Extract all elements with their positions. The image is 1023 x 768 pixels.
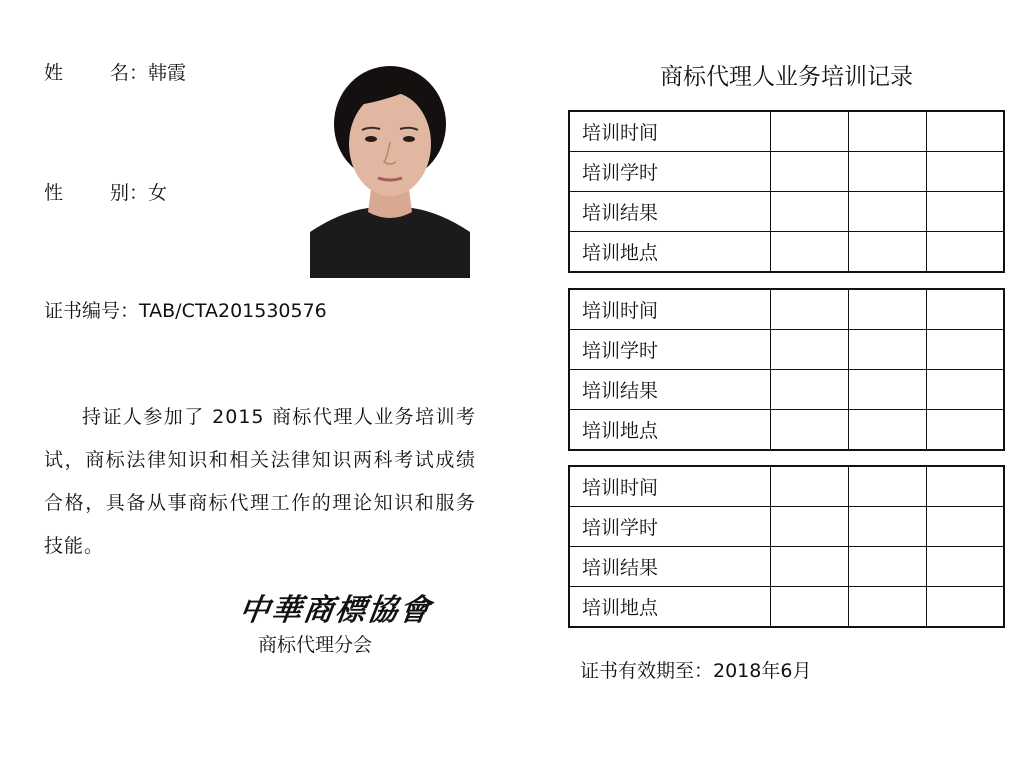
record-cell [926, 192, 1004, 232]
table-row [569, 507, 1004, 547]
name-label-1: 姓 [44, 62, 64, 84]
record-cell [771, 152, 849, 192]
gender-label-1: 性 [44, 182, 64, 204]
issuer-branch: 商标代理分会 [258, 634, 373, 656]
record-cell [926, 289, 1004, 330]
validity-date: 证书有效期至：2018年6月 [580, 660, 812, 682]
training-record-table-2 [568, 288, 1005, 451]
row-label-location: 培训地点 [569, 232, 771, 273]
record-cell [771, 410, 849, 451]
record-cell [848, 507, 926, 547]
record-cell [848, 466, 926, 507]
record-cell [771, 466, 849, 507]
holder-photo [310, 62, 470, 278]
record-cell [848, 587, 926, 628]
table-row [569, 466, 1004, 507]
issuer-calligraphy-seal: 中華商標協會 [237, 593, 434, 628]
record-cell [926, 547, 1004, 587]
row-label-location: 培训地点 [569, 410, 771, 451]
record-cell [926, 232, 1004, 273]
record-cell [771, 507, 849, 547]
record-cell [771, 547, 849, 587]
record-cell [848, 410, 926, 451]
certificate-number [44, 296, 327, 323]
record-cell [771, 192, 849, 232]
record-cell [848, 192, 926, 232]
cert-no-label: 证书编号： [44, 300, 140, 322]
training-record-table-3 [568, 465, 1005, 628]
row-label-hours: 培训学时 [569, 152, 771, 192]
holder-portrait [310, 62, 470, 278]
record-cell [848, 232, 926, 273]
name-field [44, 58, 186, 85]
gender-value: 女 [148, 182, 168, 204]
row-label-location: 培训地点 [569, 587, 771, 628]
record-cell [771, 587, 849, 628]
table-row [569, 192, 1004, 232]
row-label-hours: 培训学时 [569, 330, 771, 370]
record-cell [926, 410, 1004, 451]
cert-no-value: TAB/CTA201530576 [139, 300, 327, 322]
gender-label-2: 别： [110, 182, 149, 204]
record-cell [848, 111, 926, 152]
record-cell [771, 111, 849, 152]
record-cell [848, 330, 926, 370]
record-cell [848, 547, 926, 587]
table-row [569, 289, 1004, 330]
name-value: 韩霞 [148, 62, 187, 84]
table-row [569, 410, 1004, 451]
record-cell [771, 232, 849, 273]
record-cell [771, 289, 849, 330]
record-cell [848, 152, 926, 192]
row-label-result: 培训结果 [569, 192, 771, 232]
record-cell [926, 507, 1004, 547]
table-row [569, 370, 1004, 410]
row-label-time: 培训时间 [569, 111, 771, 152]
record-cell [926, 111, 1004, 152]
row-label-result: 培训结果 [569, 370, 771, 410]
certification-statement: 持证人参加了 2015 商标代理人业务培训考试，商标法律知识和相关法律知识两科考试成绩合格，具备从事商标代理工作的理论知识和服务技能。 [44, 406, 476, 557]
record-cell [771, 330, 849, 370]
gender-field [44, 178, 167, 205]
record-cell [771, 370, 849, 410]
row-label-time: 培训时间 [569, 466, 771, 507]
record-cell [926, 330, 1004, 370]
table-row [569, 152, 1004, 192]
training-record-table-1 [568, 110, 1005, 273]
name-label-2: 名： [110, 62, 149, 84]
record-cell [926, 466, 1004, 507]
record-cell [926, 152, 1004, 192]
row-label-result: 培训结果 [569, 547, 771, 587]
table-row [569, 330, 1004, 370]
table-row [569, 232, 1004, 273]
record-cell [848, 289, 926, 330]
table-row [569, 111, 1004, 152]
record-title: 商标代理人业务培训记录 [660, 64, 913, 90]
row-label-time: 培训时间 [569, 289, 771, 330]
record-cell [848, 370, 926, 410]
table-row [569, 587, 1004, 628]
row-label-hours: 培训学时 [569, 507, 771, 547]
record-cell [926, 587, 1004, 628]
record-cell [926, 370, 1004, 410]
table-row [569, 547, 1004, 587]
